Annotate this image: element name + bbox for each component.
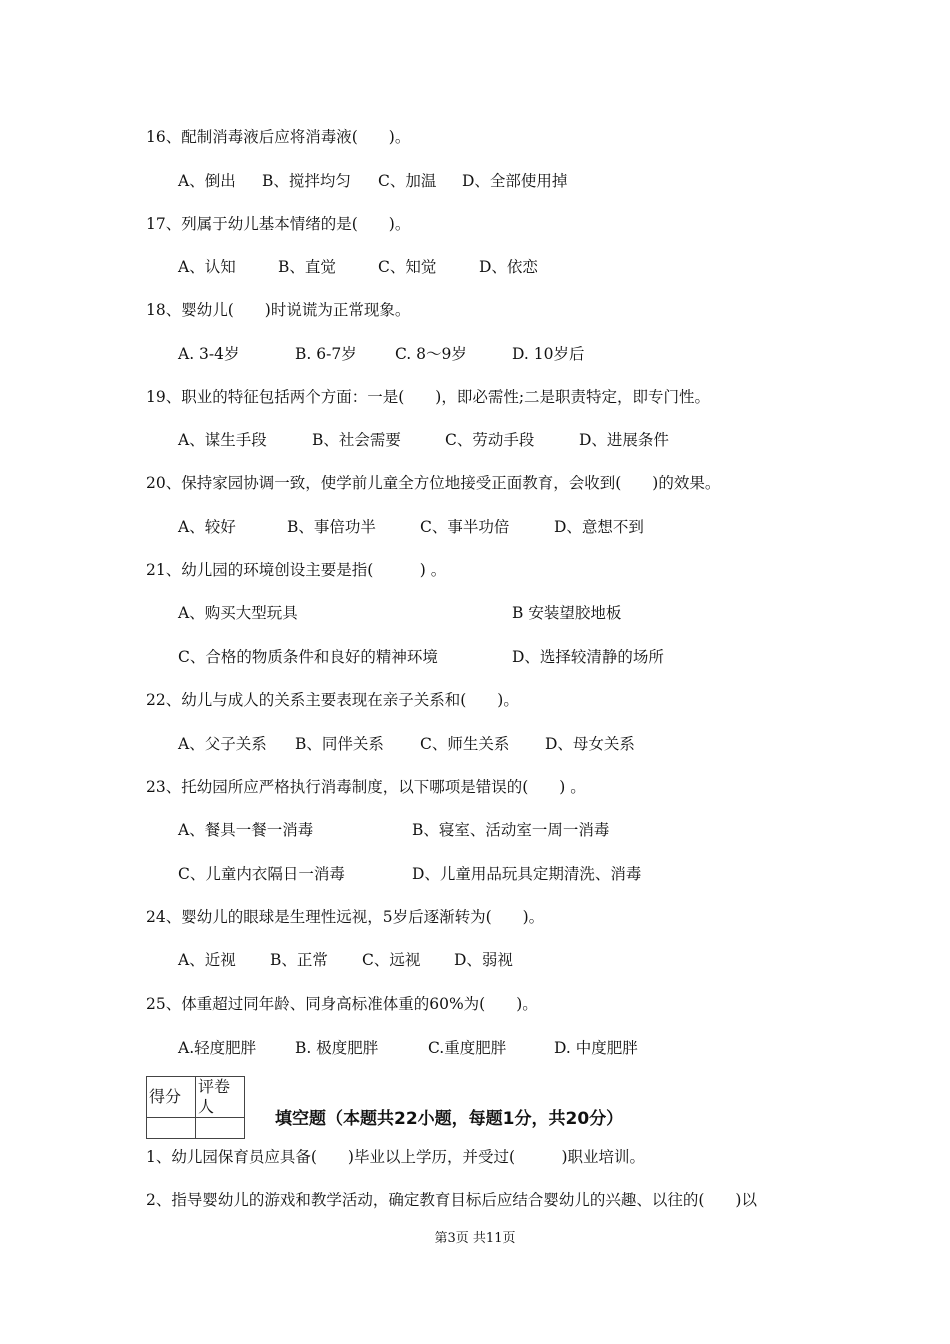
page-footer: 第3页 共11页 xyxy=(434,1231,516,1246)
option: B、事倍功半 xyxy=(287,518,376,536)
score-header: 得分 xyxy=(147,1077,196,1118)
score-table xyxy=(146,1076,245,1139)
option: A、认知 xyxy=(178,258,236,276)
option: A、近视 xyxy=(178,951,236,969)
question-21: 21、幼儿园的环境创设主要是指( ) 。 xyxy=(146,561,447,579)
option: B. 6-7岁 xyxy=(295,345,357,363)
option: D、依恋 xyxy=(479,258,538,276)
option: A.轻度肥胖 xyxy=(178,1039,257,1057)
option: D. 10岁后 xyxy=(512,345,585,363)
question-19: 19、职业的特征包括两个方面：一是( )，即必需性;二是职责特定，即专门性。 xyxy=(146,388,711,406)
question-18: 18、婴幼儿( )时说谎为正常现象。 xyxy=(146,301,411,319)
question-22: 22、幼儿与成人的关系主要表现在亲子关系和( )。 xyxy=(146,691,519,709)
option: C、事半功倍 xyxy=(420,518,510,536)
option: A. 3-4岁 xyxy=(178,345,240,363)
option: D、弱视 xyxy=(454,951,513,969)
option: A、餐具一餐一消毒 xyxy=(178,821,314,839)
option: C、劳动手段 xyxy=(445,431,535,449)
option: B. 极度肥胖 xyxy=(295,1039,379,1057)
fill-question-1: 1、幼儿园保育员应具备( )毕业以上学历，并受过( )职业培训。 xyxy=(146,1148,646,1166)
question-23: 23、托幼园所应严格执行消毒制度，以下哪项是错误的( ) 。 xyxy=(146,778,586,796)
question-24: 24、婴幼儿的眼球是生理性远视，5岁后逐渐转为( )。 xyxy=(146,908,545,926)
option: B 安装望胶地板 xyxy=(512,604,622,622)
option: C、师生关系 xyxy=(420,735,510,753)
score-cell xyxy=(147,1118,196,1139)
option: B、直觉 xyxy=(278,258,336,276)
option: D、儿童用品玩具定期清洗、消毒 xyxy=(412,865,642,883)
option: A、购买大型玩具 xyxy=(178,604,298,622)
option: D、全部使用掉 xyxy=(462,172,568,190)
grader-cell xyxy=(196,1118,245,1139)
option: C. 8～9岁 xyxy=(395,345,467,363)
option: B、社会需要 xyxy=(312,431,401,449)
option: C、加温 xyxy=(378,172,437,190)
option: A、较好 xyxy=(178,518,236,536)
option: A、谋生手段 xyxy=(178,431,267,449)
option: C、远视 xyxy=(362,951,421,969)
option: C、知觉 xyxy=(378,258,437,276)
option: B、同伴关系 xyxy=(295,735,384,753)
option: C.重度肥胖 xyxy=(428,1039,507,1057)
option: C、合格的物质条件和良好的精神环境 xyxy=(178,648,438,666)
option: D、母女关系 xyxy=(545,735,635,753)
option: D、选择较清静的场所 xyxy=(512,648,664,666)
section-title: 填空题（本题共22小题，每题1分，共20分） xyxy=(275,1109,624,1129)
option: D、进展条件 xyxy=(579,431,669,449)
option: B、搅拌均匀 xyxy=(262,172,351,190)
question-17: 17、列属于幼儿基本情绪的是( )。 xyxy=(146,215,411,233)
grader-header: 评卷人 xyxy=(196,1077,245,1118)
option: A、父子关系 xyxy=(178,735,267,753)
question-25: 25、体重超过同年龄、同身高标准体重的60%为( )。 xyxy=(146,995,538,1013)
option: C、儿童内衣隔日一消毒 xyxy=(178,865,345,883)
option: B、正常 xyxy=(270,951,328,969)
fill-question-2: 2、指导婴幼儿的游戏和教学活动，确定教育目标后应结合婴幼儿的兴趣、以往的( )以 xyxy=(146,1191,757,1209)
option: D. 中度肥胖 xyxy=(554,1039,638,1057)
question-20: 20、保持家园协调一致，使学前儿童全方位地接受正面教育，会收到( )的效果。 xyxy=(146,474,721,492)
option: A、倒出 xyxy=(178,172,236,190)
option: D、意想不到 xyxy=(554,518,644,536)
question-16: 16、配制消毒液后应将消毒液( )。 xyxy=(146,128,411,146)
option: B、寝室、活动室一周一消毒 xyxy=(412,821,610,839)
